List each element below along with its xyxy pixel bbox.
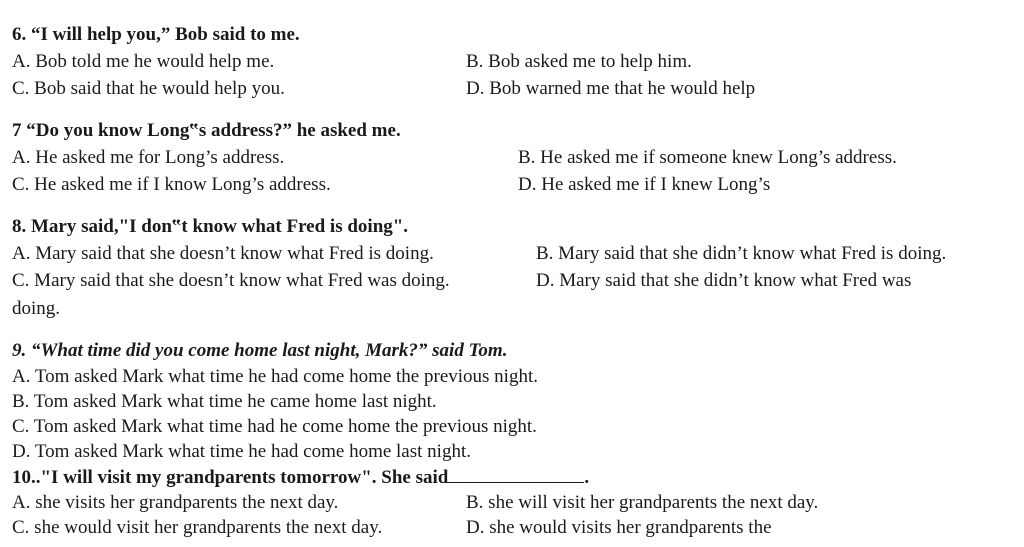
question-7-option-d: D. He asked me if I knew Long’s: [518, 174, 771, 195]
question-6-option-d: D. Bob warned me that he would help: [466, 78, 756, 99]
question-10-option-c: C. she would visit her grandparents the next day.: [12, 517, 383, 538]
question-10-option-d: D. she would visits her grandparents the: [466, 517, 772, 538]
question-10-option-b: B. she will visit her grandparents the next day.: [466, 492, 819, 513]
question-8-stem: 8. Mary said,"I don‟t know what Fred is doing".: [12, 216, 409, 237]
question-7-option-a: A. He asked me for Long’s address.: [12, 147, 285, 168]
question-9-option-a: A. Tom asked Mark what time he had come home the previous night.: [12, 366, 538, 387]
question-10-stem-text: 10.."I will visit my grandparents tomorrow". She said: [12, 467, 449, 488]
question-8-option-b: B. Mary said that she didn’t know what Fred is doing.: [536, 243, 947, 264]
question-10-option-a: A. she visits her grandparents the next day.: [12, 492, 339, 513]
question-8-option-a: A. Mary said that she doesn’t know what Fred is doing.: [12, 243, 434, 264]
question-6-stem: 6. “I will help you,” Bob said to me.: [12, 24, 300, 45]
question-8-option-c: C. Mary said that she doesn’t know what Fred was doing.: [12, 270, 450, 291]
answer-blank: [448, 466, 584, 483]
question-9-stem: 9. “What time did you come home last night, Mark?” said Tom.: [12, 340, 508, 361]
question-9-option-c: C. Tom asked Mark what time had he come home the previous night.: [12, 416, 537, 437]
question-6-option-c: C. Bob said that he would help you.: [12, 78, 285, 99]
question-6-option-a: A. Bob told me he would help me.: [12, 51, 275, 72]
question-8-option-d: D. Mary said that she didn’t know what Fred was: [536, 270, 912, 291]
question-9-option-d: D. Tom asked Mark what time he had come home last night.: [12, 441, 471, 462]
question-9-option-b: B. Tom asked Mark what time he came home last night.: [12, 391, 437, 412]
question-7-stem: 7 “Do you know Long‟s address?” he asked me.: [12, 120, 401, 141]
question-6-option-b: B. Bob asked me to help him.: [466, 51, 692, 72]
question-7-option-c: C. He asked me if I know Long’s address.: [12, 174, 331, 195]
question-7-option-b: B. He asked me if someone knew Long’s address.: [518, 147, 897, 168]
question-10-stem: [12, 466, 589, 489]
question-10-stem-end: .: [584, 467, 590, 488]
question-8-option-d-continued: doing.: [12, 298, 61, 319]
